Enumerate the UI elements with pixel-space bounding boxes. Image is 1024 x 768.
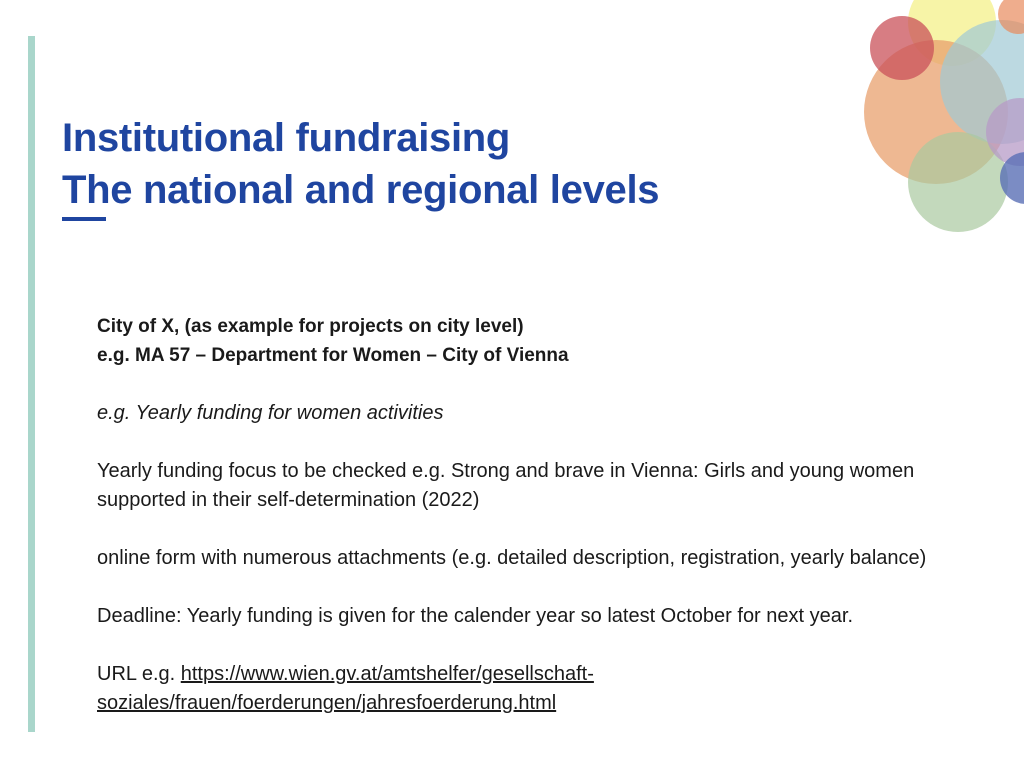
form-text: online form with numerous attachments (e.g. detailed description, registration, yearly balance): [97, 547, 927, 569]
deadline-text: Deadline: Yearly funding is given for the calender year so latest October for next year.: [97, 605, 853, 627]
heading-line-1: City of X, (as example for projects on city level): [97, 316, 524, 337]
red-circle: [870, 16, 934, 80]
page-title: [62, 112, 659, 216]
heading-line-2: e.g. MA 57 – Department for Women – City of Vienna: [97, 345, 569, 366]
funding-example: e.g. Yearly funding for women activities: [97, 402, 444, 424]
decorative-circles: [840, 0, 1024, 240]
slide-content: [97, 312, 957, 718]
url-paragraph: [97, 660, 957, 718]
title-line-1: Institutional fundraising: [62, 116, 511, 160]
funding-url-link[interactable]: https://www.wien.gv.at/amtshelfer/gesellschaft-soziales/frauen/foerderungen/jahresfoerderung.html: [97, 663, 594, 714]
focus-text: Yearly funding focus to be checked e.g. Strong and brave in Vienna: Girls and young women supported in their self-determination (2022): [97, 460, 915, 511]
title-underline: [62, 217, 106, 221]
title-line-2: The national and regional levels: [62, 168, 660, 212]
url-label: URL e.g.: [97, 663, 181, 685]
left-accent-bar: [28, 36, 35, 732]
